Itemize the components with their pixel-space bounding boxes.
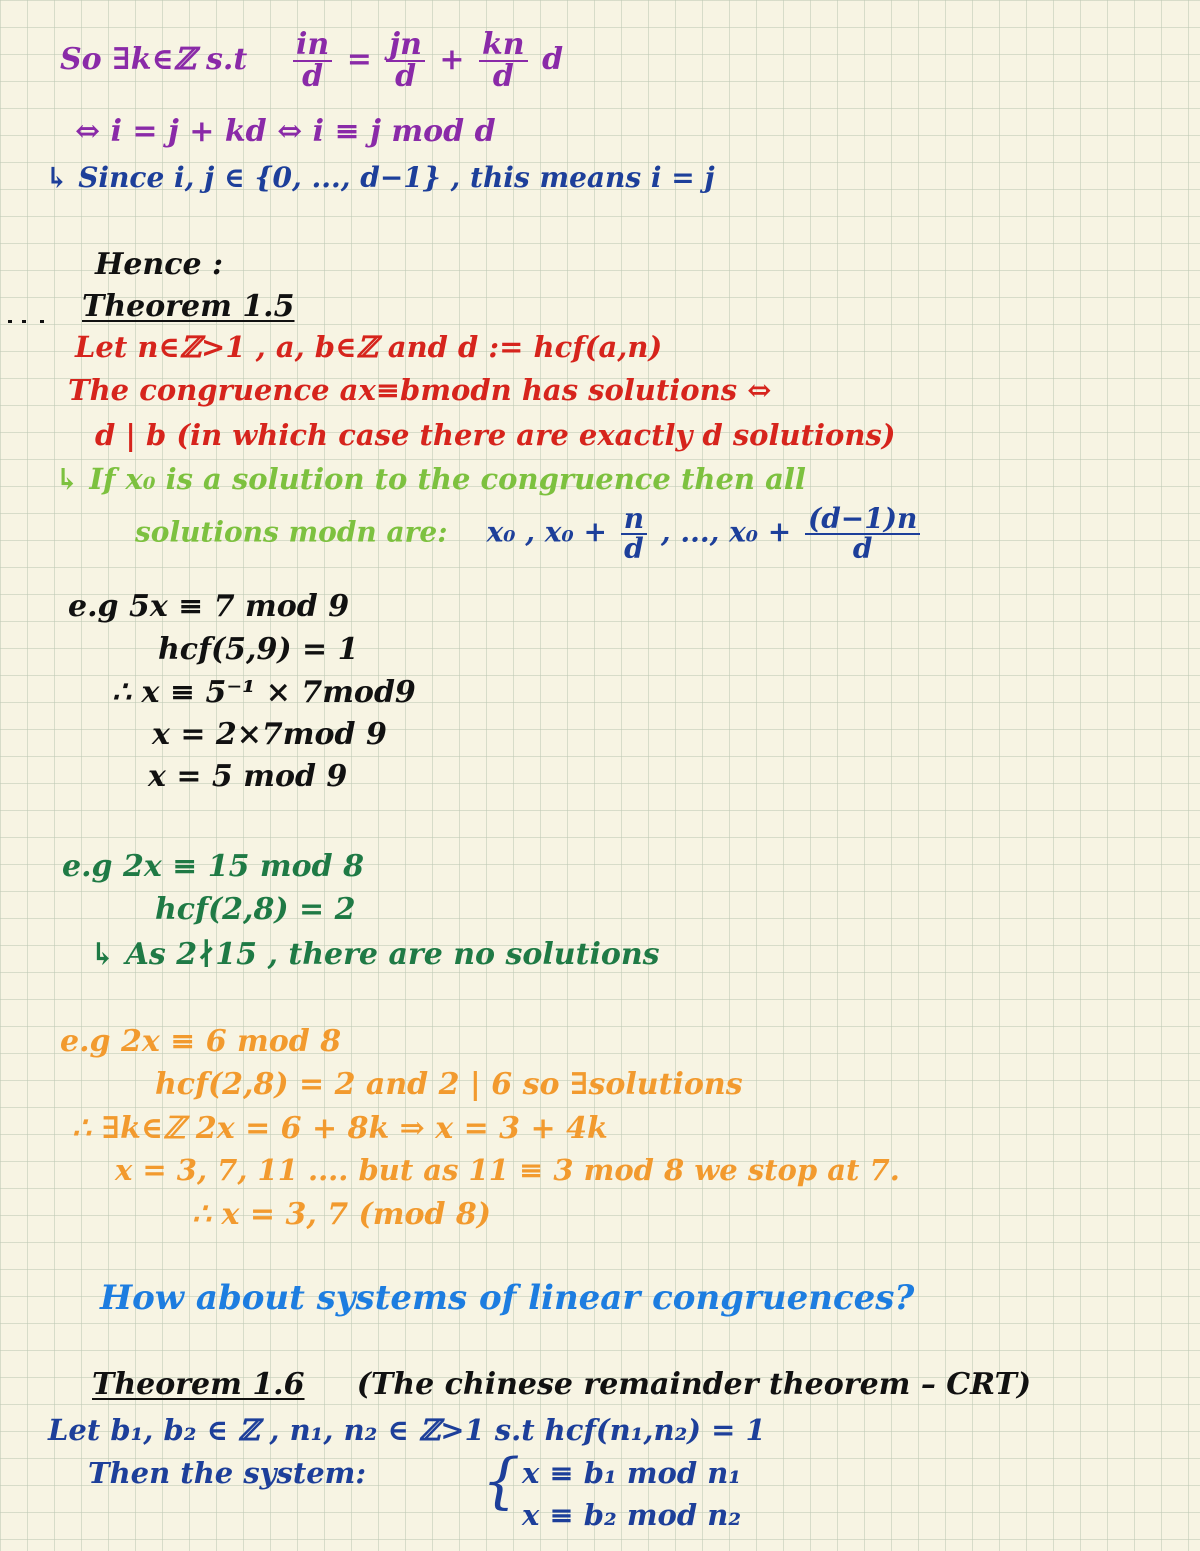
theorem-1-6-line-2: Then the system: [88, 1456, 367, 1490]
theorem-1-6-line-1: Let b₁, b₂ ∈ ℤ , n₁, n₂ ∈ ℤ>1 s.t hcf(n₁,n₂) = 1 [48, 1413, 766, 1447]
example-1-line-5: x = 5 mod 9 [148, 759, 348, 794]
proof-line-1 [60, 27, 564, 94]
plus-sign: + [439, 42, 465, 77]
solution-ellipsis: , ..., x₀ + [660, 515, 792, 549]
theorem-1-5-line-1: Let n∈ℤ>1 , a, b∈ℤ and d := hcf(a,n) [75, 330, 663, 364]
example-1-line-4: x = 2×7mod 9 [152, 717, 387, 752]
fraction-in-over-d: $\frac{in}{d}$ [293, 30, 332, 92]
proof-line-3: ↳ Since i, j ∈ {0, ..., d−1} , this means i = j [45, 161, 715, 194]
proof-prefix: So ∃k∈ℤ s.t [60, 42, 248, 77]
theorem-1-5-note-2 [135, 502, 924, 565]
fraction-d-minus-1-n-over-d: $\frac{(d-1)n}{d}$ [805, 505, 920, 563]
fraction-kn-over-d: $\frac{kn}{d}$ [479, 30, 528, 92]
proof-suffix: d [542, 42, 564, 77]
theorem-1-5-note-1: ↳ If x₀ is a solution to the congruence then all [55, 462, 806, 496]
example-2-line-3: ↳ As 2∤15 , there are no solutions [90, 937, 660, 972]
margin-mark [22, 320, 26, 323]
example-3-line-1: e.g 2x ≡ 6 mod 8 [60, 1024, 342, 1059]
system-brace: { [482, 1446, 521, 1516]
example-2-line-2: hcf(2,8) = 2 [155, 892, 356, 927]
theorem-1-6-title: Theorem 1.6 [92, 1367, 305, 1402]
example-2-line-1: e.g 2x ≡ 15 mod 8 [62, 849, 364, 884]
fraction-jn-over-d: $\frac{jn}{d}$ [386, 30, 425, 92]
example-3-line-2: hcf(2,8) = 2 and 2 | 6 so ∃solutions [155, 1067, 743, 1102]
example-1-line-1: e.g 5x ≡ 7 mod 9 [68, 589, 350, 624]
solution-terms: x₀ , x₀ + [486, 515, 607, 549]
theorem-1-5-line-2: The congruence ax≡bmodn has solutions ⇔ [68, 373, 772, 407]
theorem-1-5-line-3: d | b (in which case there are exactly d solutions) [95, 418, 896, 452]
fraction-n-over-d: $\frac{n}{d}$ [621, 505, 647, 563]
solutions-label: solutions modn are: [135, 515, 448, 549]
example-1-line-2: hcf(5,9) = 1 [158, 632, 359, 667]
theorem-1-6-subtitle: (The chinese remainder theorem – CRT) [356, 1367, 1032, 1402]
equals-sign: = [346, 42, 372, 77]
system-equation-1: x ≡ b₁ mod n₁ [522, 1456, 742, 1490]
example-3-line-4: x = 3, 7, 11 .... but as 11 ≡ 3 mod 8 we stop at 7. [115, 1153, 900, 1187]
system-equation-2: x ≡ b₂ mod n₂ [522, 1498, 742, 1532]
theorem-1-5-title: Theorem 1.5 [82, 289, 295, 324]
proof-line-2: ⇔ i = j + kd ⇔ i ≡ j mod d [75, 114, 496, 149]
example-1-line-3: ∴ x ≡ 5⁻¹ × 7mod9 [112, 675, 416, 710]
question-heading: How about systems of linear congruences? [100, 1278, 915, 1318]
example-3-line-5: ∴ x = 3, 7 (mod 8) [192, 1197, 491, 1232]
margin-mark [8, 320, 12, 323]
hence-label: Hence : [95, 247, 224, 282]
margin-mark [40, 320, 44, 323]
example-3-line-3: ∴ ∃k∈ℤ 2x = 6 + 8k ⇒ x = 3 + 4k [72, 1111, 608, 1146]
theorem-1-6-title-row [92, 1368, 1031, 1401]
